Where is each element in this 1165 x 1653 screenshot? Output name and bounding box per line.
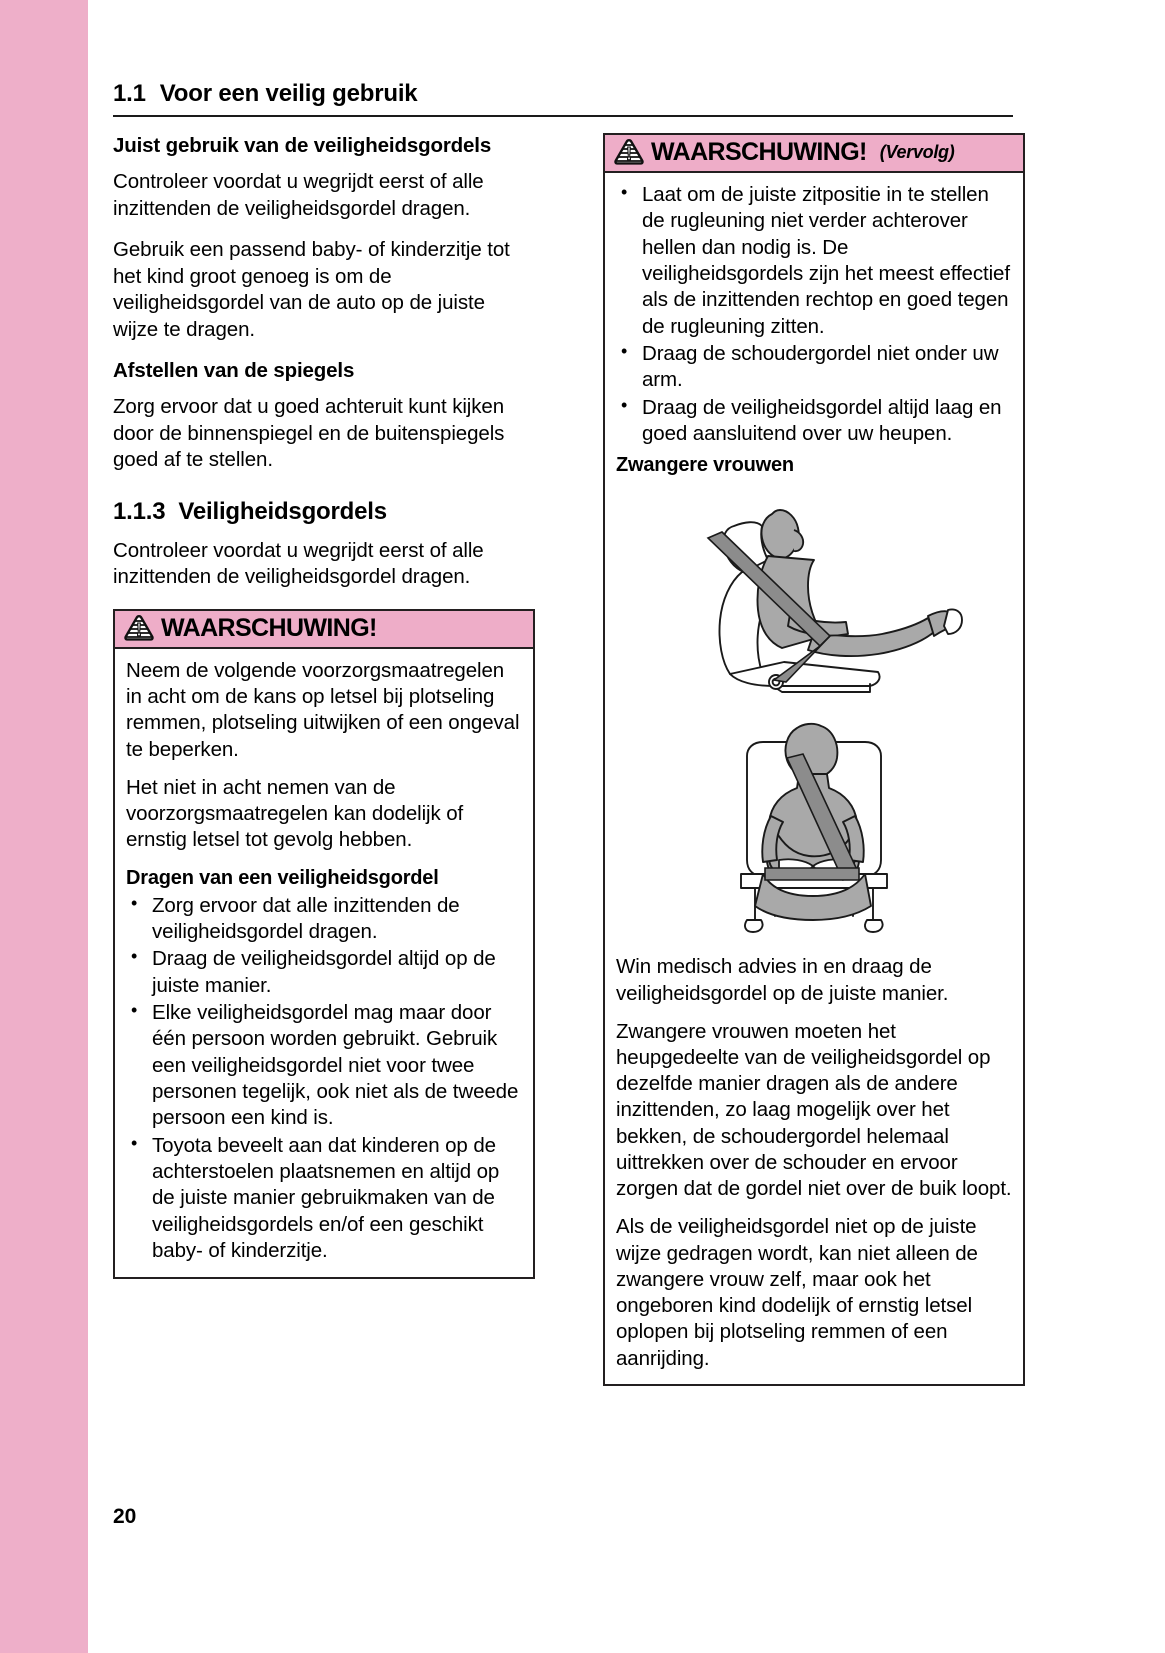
heading-adjust-mirrors: Afstellen van de spiegels [113, 359, 355, 383]
warning-triangle-icon [124, 614, 154, 642]
section-heading-seatbelts [113, 498, 535, 526]
warning-box-seatbelts [113, 609, 535, 1279]
warning-box-continued-body [605, 173, 1023, 1384]
list-item: • Draag de veiligheidsgordel altijd op de juiste manier. [126, 946, 522, 999]
header-rule [113, 115, 1013, 117]
pregnant-woman-lap-belt-illustration [679, 710, 949, 940]
warning-triangle-icon [614, 138, 644, 166]
paragraph-mirrors: Zorg ervoor dat u goed achteruit kunt kijken door de binnenspiegel en de buitenspiegels goed af te stellen. [113, 395, 505, 472]
paragraph-improper-use-risk: Als de veiligheidsgordel niet op de juiste wijze gedragen wordt, kan niet alleen de zwangere vrouw zelf, maar ook het ongeboren kind dodelijk of ernstig letsel oplopen bij plotseling remmen of een aanrijding. [616, 1215, 978, 1370]
list-item: • Draag de schoudergordel niet onder uw arm. [616, 341, 1012, 394]
left-column [113, 133, 535, 1386]
chapter-header [113, 80, 1013, 117]
paragraph-child-seat: Gebruik een passend baby- of kinderzitje tot het kind groot genoeg is om de veiligheidsgordel van de auto op de juiste wijze te dragen. [113, 238, 510, 341]
warning-subheading-pregnant-women: Zwangere vrouwen [616, 454, 794, 477]
paragraph-medical-advice: Win medisch advies in en draag de veiligheidsgordel op de juiste manier. [616, 955, 949, 1005]
warning-paragraph-precautions: Neem de volgende voorzorgsmaatregelen in acht om de kans op letsel bij plotseling remmen, plotseling uitwijken of een ongeval te beperken. [126, 659, 520, 761]
chapter-title: Voor een veilig gebruik [159, 80, 418, 107]
section-title: Veiligheidsgordels [178, 497, 387, 525]
warning-box-body [115, 649, 533, 1277]
pregnant-woman-reclined-seat-illustration [664, 486, 964, 696]
manual-page [88, 0, 1165, 1653]
paragraph-check-occupants-2: Controleer voordat u wegrijdt eerst of alle inzittenden de veiligheidsgordel dragen. [113, 538, 484, 589]
chapter-number: 1.1 [113, 80, 146, 107]
warning-box-header-continued [605, 135, 1023, 173]
list-item: • Toyota beveelt aan dat kinderen op de achterstoelen plaatsnemen en altijd op de juiste manier gebruikmaken van de veiligheidsgordels en/of een geschikt baby- of kinderzitje. [126, 1133, 522, 1265]
warning-box-header [115, 611, 533, 649]
paragraph-check-occupants: Controleer voordat u wegrijdt eerst of alle inzittenden de veiligheidsgordel dragen. [113, 170, 484, 220]
paragraph-lap-belt-position: Zwangere vrouwen moeten het heupgedeelte van de veiligheidsgordel op dezelfde manier dragen als de andere inzittenden, zo laag mogelijk over het bekken, de schoudergordel helemaal uittrekken over de schouder en ervoor zorgen dat de gordel niet over de buik loopt. [616, 1019, 1012, 1201]
page-columns [113, 133, 1025, 1386]
warning-title: WAARSCHUWING! [161, 613, 377, 642]
heading-correct-belt-use: Juist gebruik van de veiligheidsgordels [113, 134, 492, 157]
section-number: 1.1.3 [113, 497, 166, 525]
right-column [603, 133, 1025, 1386]
page-number: 20 [113, 1505, 137, 1528]
figure-seated-front-view [616, 710, 1012, 940]
warning-bullet-list [126, 893, 522, 1265]
list-item: • Zorg ervoor dat alle inzittenden de veiligheidsgordel dragen. [126, 893, 522, 946]
warning-title: WAARSCHUWING! [651, 137, 867, 166]
warning-paragraph-consequences: Het niet in acht nemen van de voorzorgsmaatregelen kan dodelijk of ernstig letsel tot gevolg hebben. [126, 775, 464, 852]
warning-subheading-wearing-belt: Dragen van een veiligheidsgordel [126, 866, 439, 889]
list-item: • Draag de veiligheidsgordel altijd laag en goed aansluitend over uw heupen. [616, 395, 1012, 448]
list-item: • Elke veiligheidsgordel mag maar door één persoon worden gebruikt. Gebruik een veiligheidsgordel niet voor twee personen tegelijk, ook niet als de tweede persoon een kind is. [126, 1000, 522, 1132]
warning-box-continued [603, 133, 1025, 1386]
page-edge-accent-strip [0, 0, 88, 1653]
warning-bullet-list-continued [616, 182, 1012, 447]
warning-continued-label: (Vervolg) [879, 141, 955, 162]
figure-reclined-seat [616, 486, 1012, 696]
list-item: • Laat om de juiste zitpositie in te stellen de rugleuning niet verder achterover hellen dan nodig is. De veiligheidsgordels zijn het meest effectief als de inzittenden rechtop en goed tegen de rugleuning zitten. [616, 182, 1012, 340]
